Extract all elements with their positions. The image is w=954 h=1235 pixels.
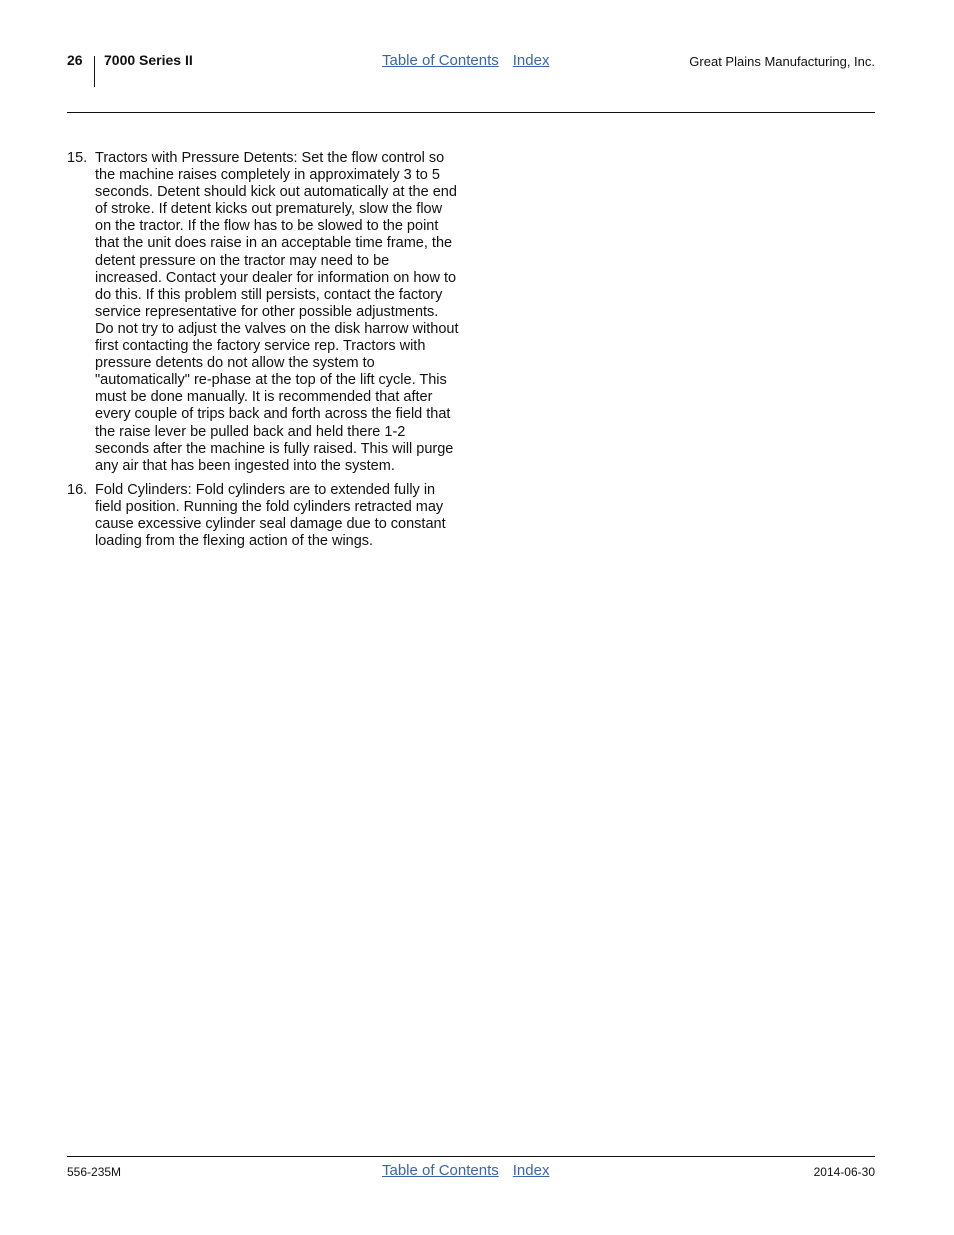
instruction-list [67,150,459,557]
footer-nav [382,1162,549,1179]
header-rule [67,112,875,113]
header-nav [382,52,549,69]
header-toc-link[interactable]: Table of Contents [382,52,499,69]
list-item-15 [67,150,459,475]
series-title: 7000 Series II [104,52,193,68]
step-text: Tractors with Pressure Detents: Set the flow control so the machine raises completely in approximately 3 to 5 seconds. Detent should kick out automatically at the end of stroke. If detent kicks out prematurely, slow the flow on the tractor. If the flow has to be slowed to the point that the unit does raise in an acceptable time frame, the detent pressure on the tractor may need to be increased. Contact your dealer for information on how to do this. If this problem still persists, contact the factory service representative for other possible adjustments. Do not try to adjust the valves on the disk harrow without first contacting the factory service rep. Tractors with pressure detents do not allow the system to "automatically" re-phase at the top of the lift cycle. This must be done manually. It is recommended that after every couple of trips back and forth across the field that the raise lever be pulled back and held there 1-2 seconds after the machine is fully raised. This will purge any air that has been ingested into the system. [95,150,459,474]
footer-index-link[interactable]: Index [512,1162,550,1179]
step-number: 16. [67,481,88,498]
document-number: 556-235M [67,1165,122,1179]
header-index-link[interactable]: Index [512,52,550,69]
company-name: Great Plains Manufacturing, Inc. [689,54,875,69]
page-header [67,50,875,90]
page-number: 26 [67,52,83,68]
footer-toc-link[interactable]: Table of Contents [382,1162,499,1179]
step-number: 15. [67,150,88,166]
step-text: Fold Cylinders: Fold cylinders are to extended fully in field position. Running the fold cylinders retracted may cause excessive cylinder seal damage due to constant loading from the flexing action of the wings. [95,481,446,550]
list-item-16 [67,482,459,550]
page-footer [67,1160,875,1186]
header-divider [94,56,95,87]
footer-rule [67,1156,875,1157]
document-date: 2014-06-30 [813,1165,875,1179]
